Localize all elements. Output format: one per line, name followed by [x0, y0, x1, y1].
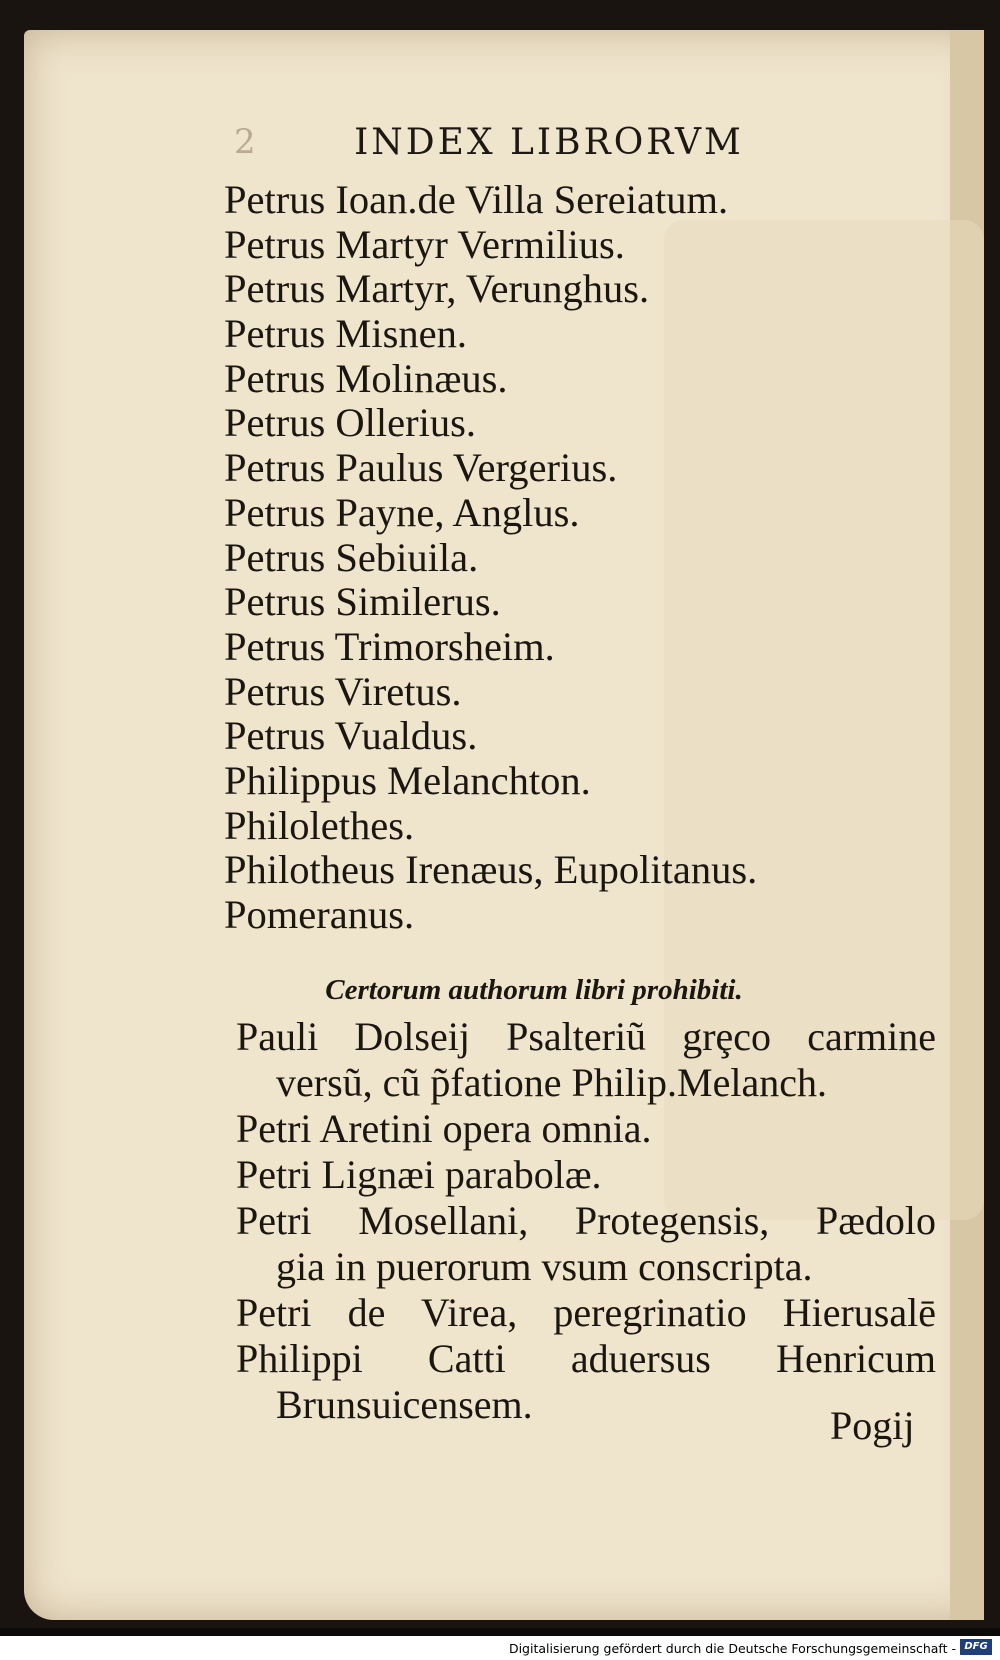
author-entry: Philotheus Irenæus, Eupolitanus. [224, 847, 758, 893]
book-entry-line: Philippi Catti aduersus Henricum [236, 1336, 936, 1381]
catchword: Pogij [830, 1403, 915, 1448]
author-entry: Petrus Ollerius. [224, 400, 476, 446]
book-entry-line: Petri de Virea, peregrinatio Hierusalē [236, 1290, 936, 1335]
author-entry: Petrus Payne, Anglus. [224, 489, 580, 535]
book-entry-line: Brunsuicensem. [276, 1382, 533, 1427]
author-entry: Petrus Viretus. [224, 668, 462, 714]
author-entry: Petrus Similerus. [224, 579, 501, 625]
prohibited-books-list [236, 1014, 936, 1428]
author-entry: Petrus Vualdus. [224, 713, 478, 759]
book-entry-line: Petri Aretini opera omnia. [236, 1106, 652, 1151]
author-entry: Petrus Paulus Vergerius. [224, 445, 618, 491]
author-entry: Petrus Sebiuila. [224, 534, 479, 580]
author-entry: Petrus Martyr, Verunghus. [224, 266, 650, 312]
book-entry-line: gia in puerorum vsum conscripta. [276, 1244, 813, 1289]
book-page [24, 30, 984, 1620]
book-entry-line: Pauli Dolseij Psalteriũ grȩco carmine [236, 1014, 936, 1059]
author-entry: Petrus Misnen. [224, 311, 467, 357]
section-heading: Certorum authorum libri prohibiti. [325, 974, 743, 1006]
book-entry-line: versũ, cũ p̃fatione Philip.Melanch. [276, 1060, 827, 1105]
dfg-logo-icon: DFG [960, 1639, 992, 1655]
author-entry: Petrus Ioan.de Villa Sereiatum. [224, 177, 729, 222]
author-entry: Petrus Martyr Vermilius. [224, 221, 625, 267]
author-entry: Petrus Molinæus. [224, 355, 508, 401]
author-entry: Philippus Melanchton. [224, 757, 591, 803]
running-head: INDEX LIBRORVM [354, 122, 744, 163]
digitization-footer [0, 1636, 1000, 1660]
author-entry: Philolethes. [224, 802, 415, 848]
author-list [224, 178, 924, 938]
book-entry-line: Petri Lignæi parabolæ. [236, 1152, 602, 1197]
book-entry-line: Petri Mosellani, Protegensis, Pædolo [236, 1198, 936, 1243]
author-entry: Pomeranus. [224, 892, 415, 937]
author-entry: Petrus Trimorsheim. [224, 623, 555, 669]
funding-credit: Digitalisierung gefördert durch die Deutsche Forschungsgemeinschaft - [508, 1641, 956, 1656]
folio-mark: 2 [234, 122, 256, 162]
